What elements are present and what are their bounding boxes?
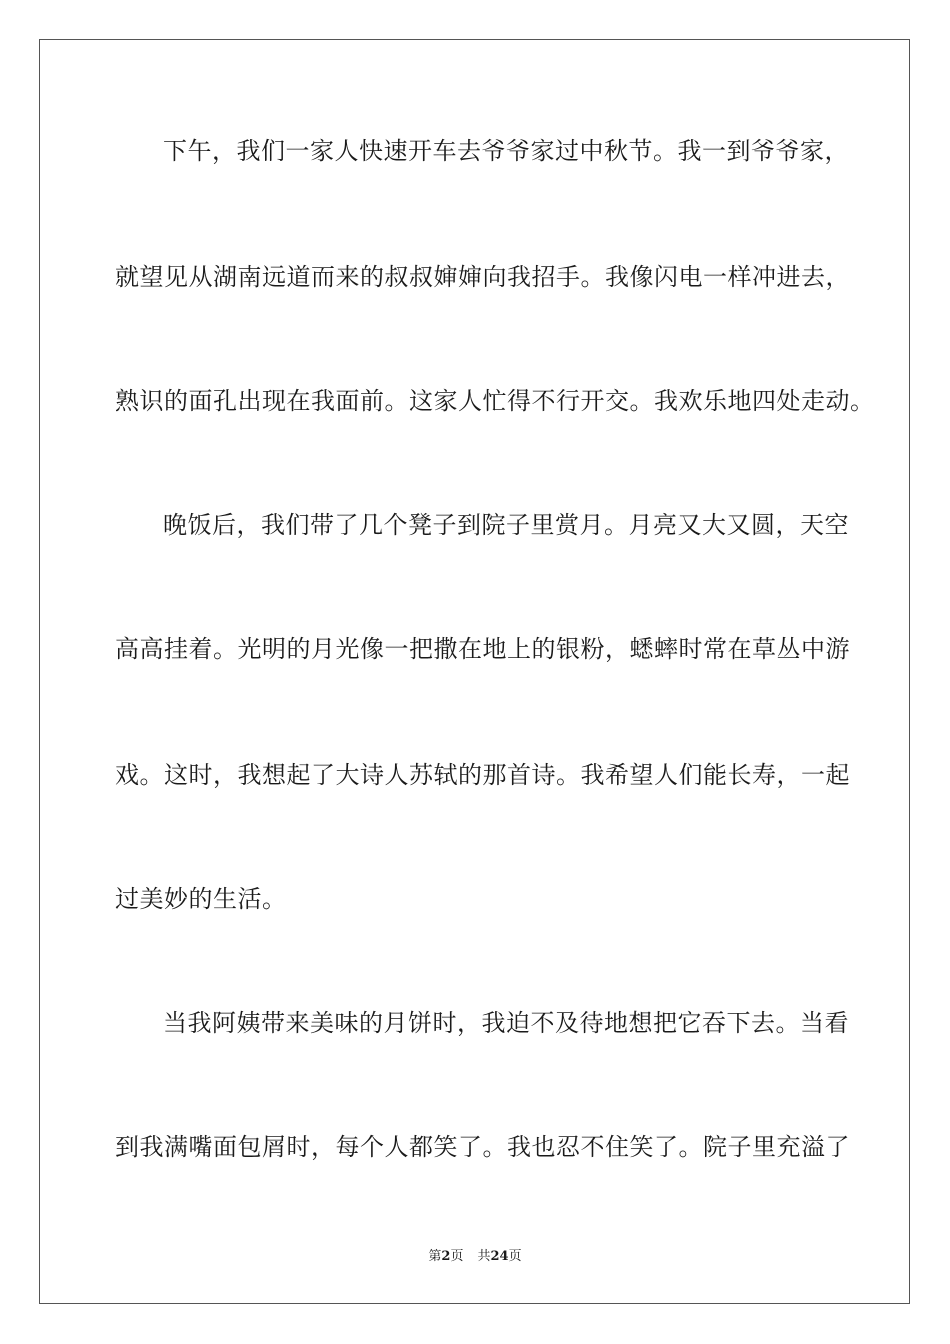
page-border [39, 39, 910, 1304]
page-footer [0, 1248, 950, 1266]
paragraph-2-line-2: 高高挂着。光明的月光像一把撒在地上的银粉，蟋蟀时常在草丛中游 [115, 635, 850, 663]
paragraph-1-line-2: 就望见从湖南远道而来的叔叔婶婶向我招手。我像闪电一样冲进去， [115, 263, 850, 291]
paragraph-3-line-1: 当我阿姨带来美味的月饼时，我迫不及待地想把它吞下去。当看 [163, 1009, 849, 1037]
paragraph-2-line-4: 过美妙的生活。 [115, 885, 287, 913]
total-suffix: 页 [508, 1249, 522, 1264]
page-suffix: 页 [450, 1249, 464, 1264]
total-pages: 24 [490, 1249, 509, 1264]
paragraph-2-line-3: 戏。这时，我想起了大诗人苏轼的那首诗。我希望人们能长寿，一起 [115, 761, 850, 789]
paragraph-1-line-1: 下午，我们一家人快速开车去爷爷家过中秋节。我一到爷爷家， [163, 137, 849, 165]
total-prefix: 共 [477, 1249, 491, 1264]
page-number: 2 [441, 1249, 451, 1264]
paragraph-1-line-3: 熟识的面孔出现在我面前。这家人忙得不行开交。我欢乐地四处走动。 [115, 387, 875, 415]
page-prefix: 第 [428, 1249, 442, 1264]
paragraph-3-line-2: 到我满嘴面包屑时，每个人都笑了。我也忍不住笑了。院子里充溢了 [115, 1133, 850, 1161]
paragraph-2-line-1: 晚饭后，我们带了几个凳子到院子里赏月。月亮又大又圆，天空 [163, 511, 849, 539]
